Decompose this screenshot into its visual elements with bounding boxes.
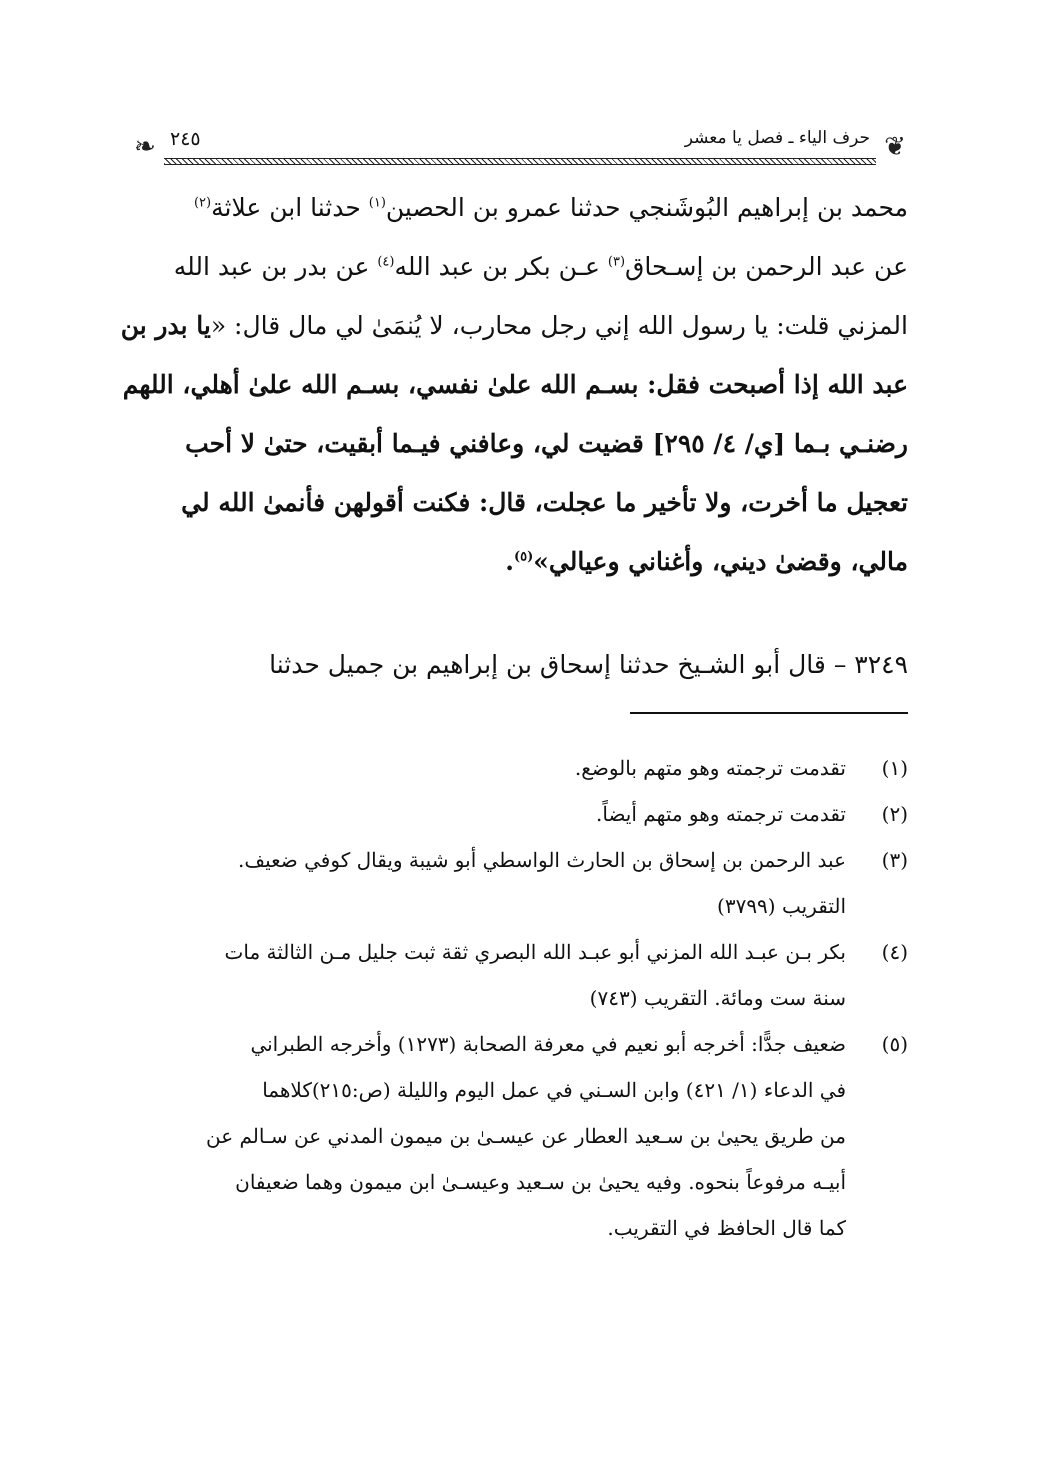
footnote-ref-5[interactable]: (٥) bbox=[513, 549, 534, 565]
footnote-line: عبد الرحمن بن إسحاق بن الحارث الواسطي أبو شيبة ويقال كوفي ضعيف. bbox=[238, 848, 846, 872]
footnote-5 bbox=[130, 1021, 908, 1251]
footnote-ref-1[interactable]: (١) bbox=[368, 195, 386, 211]
text-line-6: تعجيل ما أخرت، ولا تأخير ما عجلت، قال: فكنت أقولهن فأنمىٰ الله لي bbox=[181, 488, 908, 517]
footnote-line: تقدمت ترجمته وهو متهم أيضاً. bbox=[596, 802, 846, 826]
text-line-5: رضنـي بـما [ي/ ٤/ ٢٩٥] قضيت لي، وعافني فيـما أبقيت، حتىٰ لا أحب bbox=[185, 429, 908, 458]
footnote-ref-3[interactable]: (٣) bbox=[607, 254, 626, 270]
footnote-number: (٥) bbox=[881, 1032, 908, 1056]
running-title: حرف الياء ـ فصل يا معشر bbox=[681, 128, 874, 148]
main-text bbox=[120, 178, 908, 591]
footnotes bbox=[130, 745, 908, 1251]
ornament-left-icon: ❧ bbox=[134, 132, 156, 162]
footnote-4 bbox=[130, 929, 908, 1021]
footnote-2 bbox=[130, 791, 908, 837]
text-line-1: محمد بن إبراهيم البُوشَنجي حدثنا عمرو بن الحصين$^{(١)}$ حدثنا ابن علاثة$^{(٢)}$ bbox=[193, 193, 908, 222]
footnote-line: بكر بـن عبـد الله المزني أبو عبـد الله البصري ثقة ثبت جليل مـن الثالثة مات bbox=[224, 940, 846, 964]
page-header bbox=[130, 128, 910, 168]
footnote-number: (١) bbox=[881, 756, 908, 780]
footnote-line: أبيـه مرفوعاً بنحوه. وفيه يحيىٰ بن سـعيد وعيسـىٰ ابن ميمون وهما ضعيفان bbox=[235, 1170, 846, 1194]
footnote-line: سنة ست ومائة. التقريب (٧٤٣) bbox=[589, 986, 846, 1010]
footnote-line: في الدعاء (١/ ٤٢١) وابن السـني في عمل اليوم والليلة (ص:٢١٥)كلاهما bbox=[262, 1078, 846, 1102]
footnote-line: التقريب (٣٧٩٩) bbox=[717, 894, 846, 918]
footnote-number: (٢) bbox=[881, 802, 908, 826]
text-line-7: مالي، وقضىٰ ديني، وأغناني وعيالي»$^{(٥)}$. bbox=[505, 547, 908, 576]
footnote-line: كما قال الحافظ في التقريب. bbox=[607, 1216, 846, 1240]
footnote-line: من طريق يحيىٰ بن سـعيد العطار عن عيسـىٰ بن ميمون المدني عن سـالم عن bbox=[205, 1124, 846, 1148]
footnote-1 bbox=[130, 745, 908, 791]
footnote-divider bbox=[630, 712, 908, 714]
page-number: ٢٤٥ bbox=[166, 128, 205, 150]
footnote-line: ضعيف جدًّا: أخرجه أبو نعيم في معرفة الصحابة (١٢٧٣) وأخرجه الطبراني bbox=[250, 1032, 846, 1056]
footnote-ref-2[interactable]: (٢) bbox=[193, 195, 212, 211]
footnote-line: تقدمت ترجمته وهو متهم بالوضع. bbox=[574, 756, 846, 780]
footnote-ref-4[interactable]: (٤) bbox=[377, 254, 395, 270]
text-line-2: عن عبد الرحمن بن إسـحاق$^{(٣)}$ عـن بكر بن عبد الله$^{(٤)}$ عن بدر بن عبد الله bbox=[173, 252, 908, 281]
footnote-3 bbox=[130, 837, 908, 929]
text-line-3: المزني قلت: يا رسول الله إني رجل محارب، لا يُنمَىٰ لي مال قال: «يا بدر بن bbox=[120, 311, 908, 340]
hadith-3249-start: ٣٢٤٩ – قال أبو الشـيخ حدثنا إسحاق بن إبراهيم بن جميل حدثنا bbox=[269, 650, 908, 679]
footnote-number: (٣) bbox=[881, 848, 908, 872]
header-ornamental-rule bbox=[164, 158, 876, 165]
text-line-4: عبد الله إذا أصبحت فقل: بسـم الله علىٰ نفسي، بسـم الله علىٰ أهلي، اللهم bbox=[122, 370, 908, 399]
ornament-right-icon: ❦ bbox=[884, 132, 906, 162]
footnote-number: (٤) bbox=[881, 940, 908, 964]
